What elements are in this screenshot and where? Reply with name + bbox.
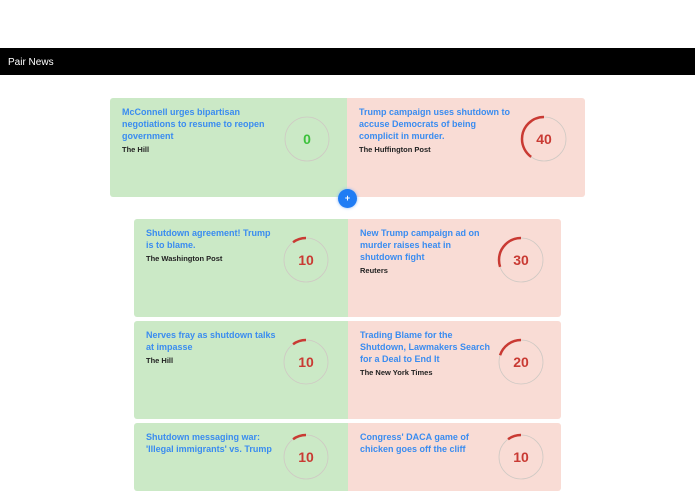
bias-score <box>497 433 545 481</box>
source: Reuters <box>360 266 388 275</box>
headline[interactable]: Congress' DACA game of chicken goes off the cliff <box>360 432 469 454</box>
headline[interactable]: Nerves fray as shutdown talks at impasse <box>146 330 276 352</box>
bias-score <box>282 433 330 481</box>
add-pair-button[interactable]: + <box>338 189 357 208</box>
article-pair <box>134 423 561 491</box>
app-title[interactable]: Pair News <box>8 57 54 68</box>
right-article[interactable] <box>348 219 561 317</box>
source: The Washington Post <box>146 254 223 263</box>
score-value: 30 <box>513 252 529 268</box>
score-value: 20 <box>513 354 529 370</box>
bias-score <box>497 338 545 386</box>
article-pair <box>134 219 561 317</box>
source: The Hill <box>122 145 150 154</box>
left-article[interactable] <box>134 321 348 419</box>
right-article[interactable] <box>348 423 561 491</box>
right-article[interactable] <box>347 98 585 197</box>
headline[interactable]: Shutdown messaging war: 'Illegal immigrants' vs. Trump <box>146 432 272 454</box>
headline[interactable]: Trump campaign uses shutdown to accuse Democrats of being complicit in murder. <box>359 107 511 141</box>
headline[interactable]: New Trump campaign ad on murder raises heat in shutdown fight <box>360 228 480 262</box>
left-article[interactable] <box>134 423 348 491</box>
left-article[interactable] <box>134 219 348 317</box>
headline[interactable]: Shutdown agreement! Trump is to blame. <box>146 228 271 250</box>
bias-score <box>520 115 568 163</box>
featured-pair <box>110 98 585 197</box>
score-value: 10 <box>298 449 314 465</box>
source: The Huffington Post <box>359 145 431 154</box>
score-value: 10 <box>513 449 529 465</box>
source: The Hill <box>146 356 174 365</box>
headline[interactable]: Trading Blame for the Shutdown, Lawmakers Search for a Deal to End It <box>360 330 491 364</box>
score-value: 0 <box>303 131 311 147</box>
bias-score <box>497 236 545 284</box>
bias-score <box>282 236 330 284</box>
bias-score <box>282 338 330 386</box>
source: The New York Times <box>360 368 433 377</box>
score-value: 40 <box>536 131 552 147</box>
navbar <box>0 48 695 75</box>
bias-score <box>283 115 331 163</box>
right-article[interactable] <box>348 321 561 419</box>
left-article[interactable] <box>110 98 347 197</box>
headline[interactable]: McConnell urges bipartisan negotiations to resume to reopen government <box>122 107 265 141</box>
score-value: 10 <box>298 354 314 370</box>
article-pair <box>134 321 561 419</box>
score-value: 10 <box>298 252 314 268</box>
